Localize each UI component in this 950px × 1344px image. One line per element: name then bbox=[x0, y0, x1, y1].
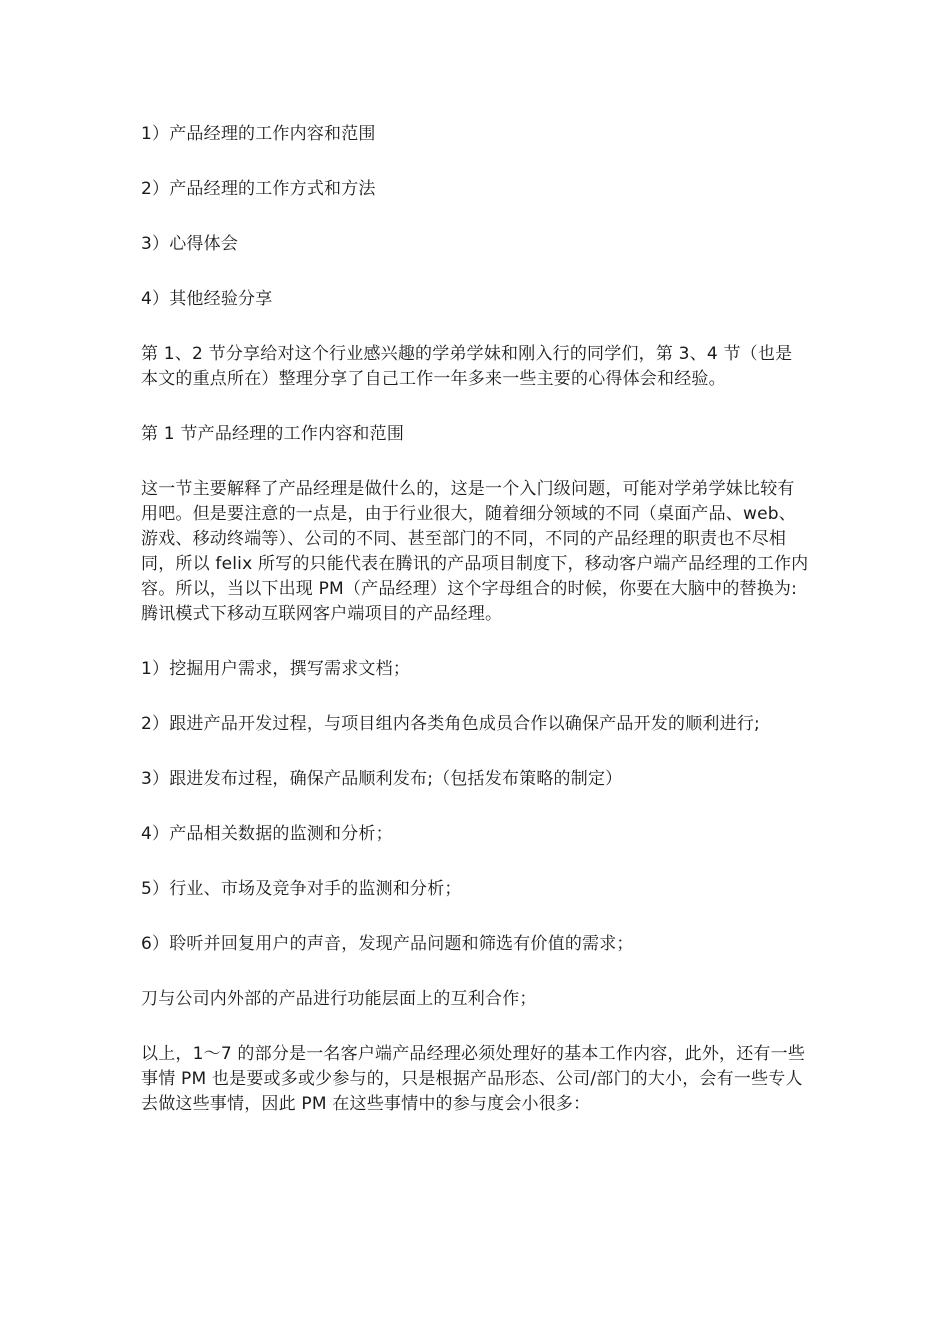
section-1-heading: 第 1 节产品经理的工作内容和范围 bbox=[141, 424, 405, 444]
duty-item-1: 1）挖掘用户需求，撰写需求文档； bbox=[141, 659, 411, 679]
section-1-body: 这一节主要解释了产品经理是做什么的，这是一个入门级问题，可能对学弟学妹比较有用吧。但是要注意的一点是，由于行业很大，随着细分领域的不同（桌面产品、web、游戏、移动终端等）、公司的不同、甚至部门的不同，不同的产品经理的职责也不尽相同，所以 felix 所写的只能代表在腾讯的产品项目制度下，移动客户端产品经理的工作内容。所以，当以下出现 PM（产品经理）这个字母组合的时候，你要在大脑中的替换为:腾讯模式下移动互联网客户端项目的产品经理。 bbox=[141, 479, 809, 624]
toc-item-4: 4）其他经验分享 bbox=[141, 289, 273, 309]
duty-item-2: 2）跟进产品开发过程，与项目组内各类角色成员合作以确保产品开发的顺利进行; bbox=[141, 714, 760, 734]
duty-item-3: 3）跟进发布过程，确保产品顺利发布;（包括发布策略的制定） bbox=[141, 769, 623, 789]
toc-item-1: 1）产品经理的工作内容和范围 bbox=[141, 124, 376, 144]
toc-item-2: 2）产品经理的工作方式和方法 bbox=[141, 179, 376, 199]
document-page bbox=[141, 122, 809, 1117]
intro-paragraph: 第 1、2 节分享给对这个行业感兴趣的学弟学妹和刚入行的同学们，第 3、4 节（也是本文的重点所在）整理分享了自己工作一年多来一些主要的心得体会和经验。 bbox=[141, 344, 793, 389]
duty-item-5: 5）行业、市场及竞争对手的监测和分析； bbox=[141, 879, 462, 899]
duty-item-4: 4）产品相关数据的监测和分析； bbox=[141, 824, 393, 844]
toc-item-3: 3）心得体会 bbox=[141, 234, 239, 254]
summary-paragraph: 以上，1〜7 的部分是一名客户端产品经理必须处理好的基本工作内容，此外，还有一些事情 PM 也是要或多或少参与的，只是根据产品形态、公司/部门的大小，会有一些专人去做这些事情，因此 PM 在这些事情中的参与度会小很多： bbox=[141, 1044, 806, 1114]
duty-item-6: 6）聆听并回复用户的声音，发现产品问题和筛选有价值的需求； bbox=[141, 934, 634, 954]
duty-item-7: 刀与公司内外部的产品进行功能层面上的互利合作； bbox=[141, 989, 537, 1009]
